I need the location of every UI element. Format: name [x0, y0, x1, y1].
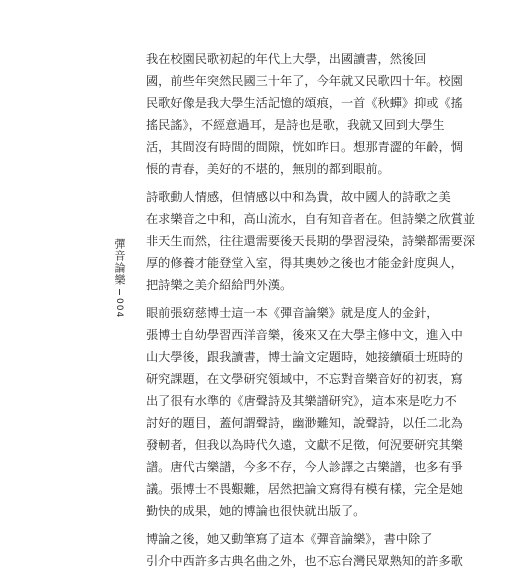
text-line: 譜。唐代古樂譜，今多不存，今人診譯之古樂譜，也多有爭	[146, 460, 463, 474]
text-line: 搖民謠》，不經意過耳，是詩也是歌，我就又回到大學生	[146, 118, 445, 132]
text-line: 非天生而然，往往還需要後天長期的學習浸染，詩樂都需要深	[146, 234, 476, 248]
text-line: 國，前些年突然民國三十年了，今年就又民歌四十年。校園	[146, 74, 463, 88]
page-number: 004	[114, 298, 124, 319]
text-line: 發軔者，但我以為時代久遠，文獻不足徵，何況要研究其樂	[146, 438, 463, 452]
running-title: 彈音論樂	[113, 238, 126, 286]
text-line: 悵的青春，美好的不堪的，無別的都到眼前。	[146, 162, 390, 176]
text-line: 引介中西許多古典名曲之外，也不忘台灣民眾熟知的許多歌	[146, 554, 463, 568]
paragraph	[146, 528, 476, 572]
divider	[119, 289, 120, 295]
paragraph	[146, 186, 476, 296]
text-line: 詩歌動人情感，但情感以中和為貴，故中國人的詩歌之美	[146, 190, 451, 204]
text-line: 博論之後，她又動筆寫了這本《彈音論樂》，書中除了	[146, 532, 433, 546]
text-line: 議。張博士不畏艱難，居然把論文寫得有模有樣，完全是她	[146, 482, 463, 496]
text-line: 在求樂音之中和，高山流水，自有知音者在。但詩樂之欣賞並	[146, 212, 476, 226]
text-line: 張博士自幼學習西洋音樂，後來又在大學主修中文，進入中	[146, 328, 463, 342]
body-text	[146, 48, 476, 578]
paragraph	[146, 302, 476, 522]
text-line: 民歌好像是我大學生活記憶的頌痕，一首《秋蟬》抑或《搖	[146, 96, 463, 110]
text-line: 我在校園民歌初起的年代上大學，出國讀書，然後回	[146, 52, 427, 66]
text-line: 山大學後，跟我讀書，博士論文定題時，她接續碩士班時的	[146, 350, 463, 364]
side-running-head	[113, 238, 125, 318]
text-line: 出了很有水準的《唐聲詩及其樂譜研究》，這本來是吃力不	[146, 394, 457, 408]
text-line: 研究課題，在文學研究領域中，不忘對音樂音好的初衷，寫	[146, 372, 463, 386]
text-line: 把詩樂之美介紹給門外漢。	[146, 278, 293, 292]
text-line: 活，其間沒有時間的間隙，恍如昨日。想那青澀的年齡，惆	[146, 140, 463, 154]
text-line: 厚的修養才能登堂入室，得其奧妙之後也才能金針度與人，	[146, 256, 463, 270]
text-line: 討好的題目，蓋何謂聲詩，幽渺難知，說聲詩，以任二北為	[146, 416, 463, 430]
text-line: 眼前張窈慈博士這一本《彈音論樂》就是度人的金針，	[146, 306, 439, 320]
text-line: 勤快的成果，她的博論也很快就出版了。	[146, 504, 366, 518]
paragraph	[146, 48, 476, 180]
